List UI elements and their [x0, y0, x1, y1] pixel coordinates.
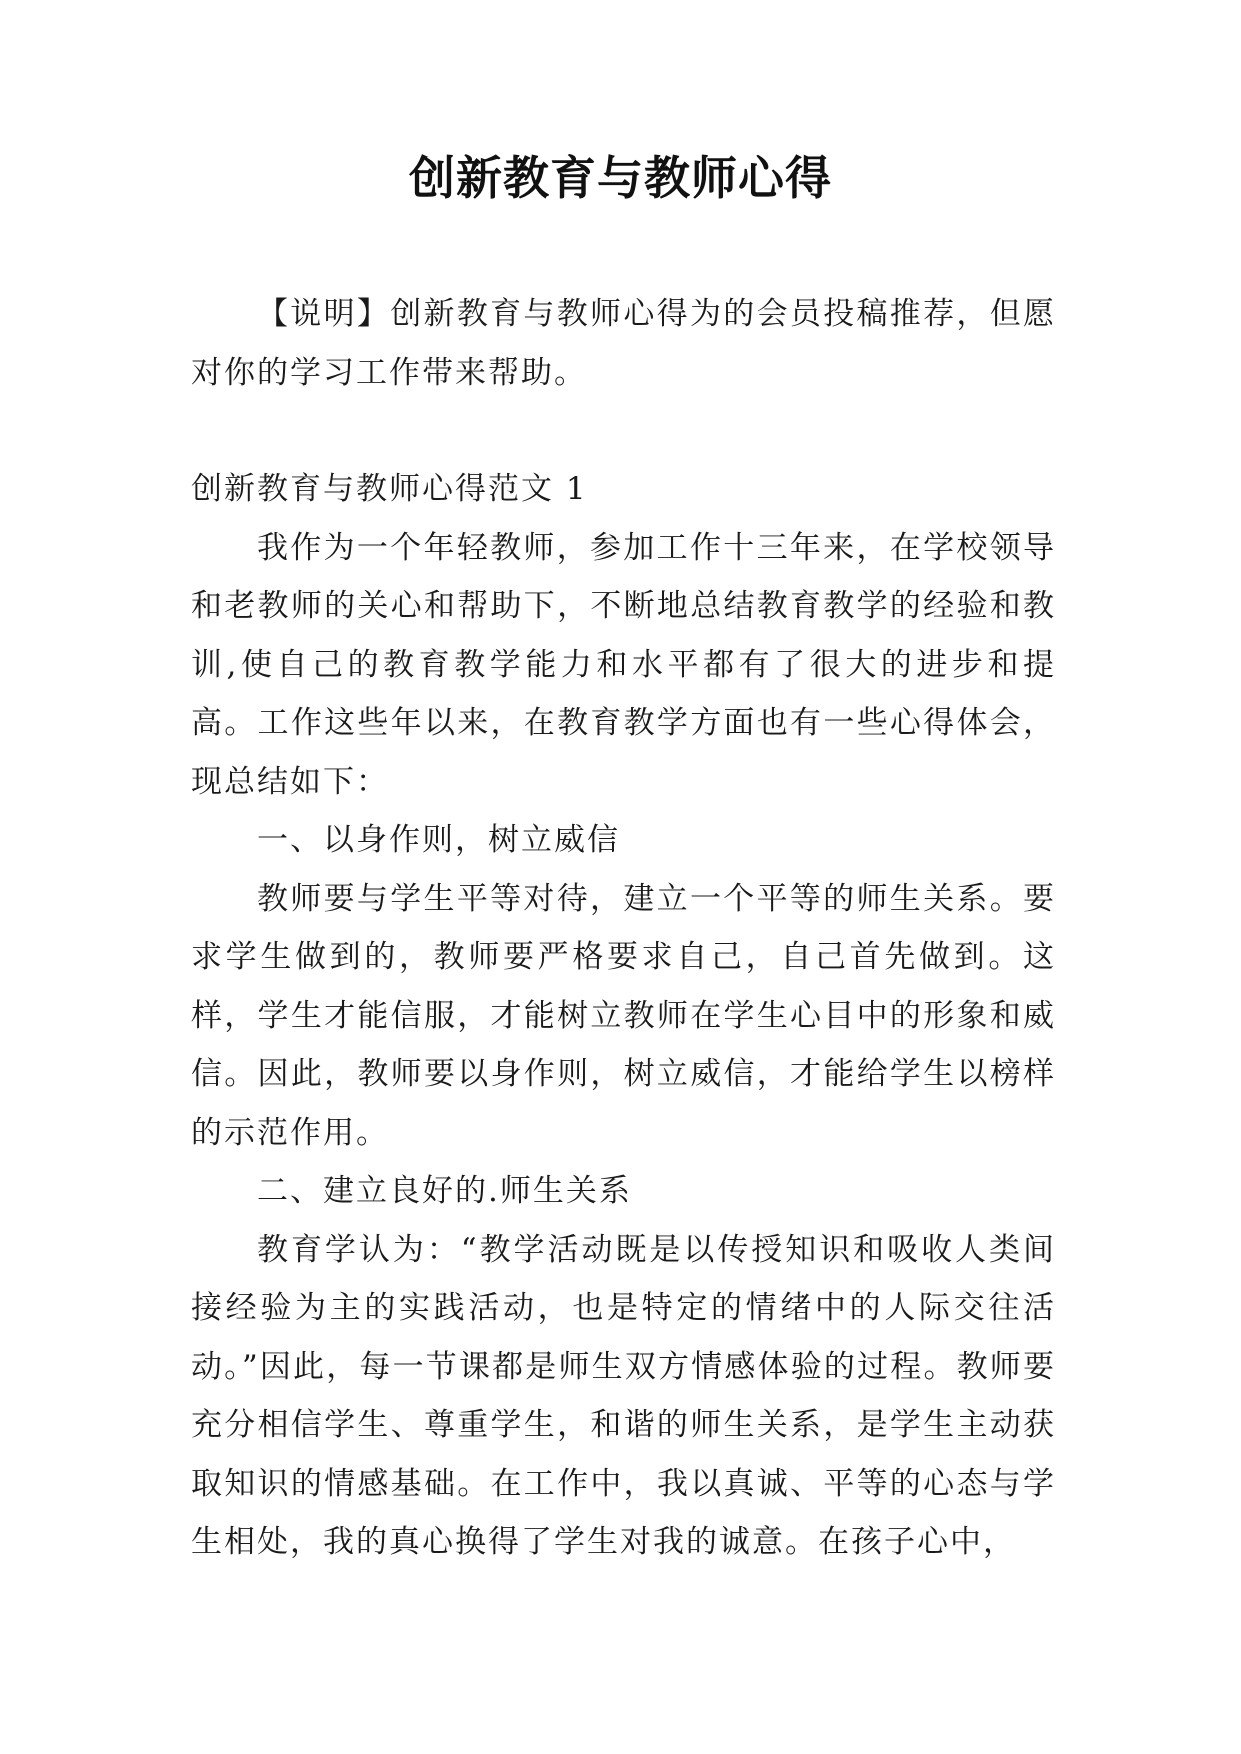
document-title: 创新教育与教师心得 — [409, 151, 832, 205]
section-title: 创新教育与教师心得范文 1 — [191, 471, 588, 507]
paragraph-2: 教育学认为：“教学活动既是以传授知识和吸收人类间接经验为主的实践活动，也是特定的情绪中的人际交往活动。”因此，每一节课都是师生双方情感体验的过程。教师要充分相信学生、尊重学生，和谐的师生关系，是学生主动获取知识的情感基础。在工作中，我以真诚、平等的心态与学生相处，我的真心换得了学生对我的诚意。在孩子心中， — [191, 1231, 1056, 1560]
document-body — [191, 285, 1056, 1572]
paragraph-intro: 我作为一个年轻教师，参加工作十三年来，在学校领导和老教师的关心和帮助下，不断地总结教育教学的经验和教训,使自己的教育教学能力和水平都有了很大的进步和提高。工作这些年以来，在教育教学方面也有一些心得体会，现总结如下： — [191, 529, 1056, 800]
document-note: 【说明】创新教育与教师心得为的会员投稿推荐，但愿对你的学习工作带来帮助。 — [191, 296, 1056, 391]
subheading-1: 一、以身作则，树立威信 — [257, 822, 620, 858]
subheading-2: 二、建立良好的.师生关系 — [257, 1173, 632, 1209]
paragraph-1: 教师要与学生平等对待，建立一个平等的师生关系。要求学生做到的，教师要严格要求自己，自己首先做到。这样，学生才能信服，才能树立教师在学生心目中的形象和威信。因此，教师要以身作则，树立威信，才能给学生以榜样的示范作用。 — [191, 880, 1056, 1151]
